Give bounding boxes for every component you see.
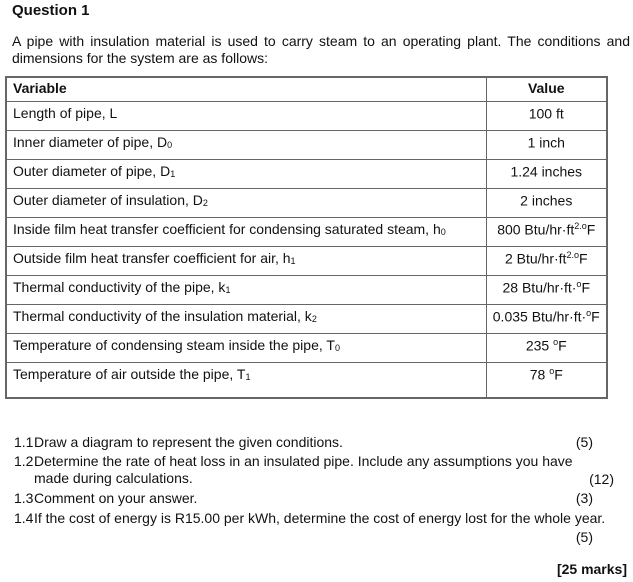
question-1-1: 1.1Draw a diagram to represent the given conditions. (5) [14,434,593,450]
table-row [6,159,607,188]
question-title: Question 1 [12,2,90,19]
question-1-4: 1.4If the cost of energy is R15.00 per kWh, determine the cost of energy lost for the whole year. (5) [14,510,606,545]
value-cell: 235 $^o$F [486,333,607,362]
value-cell: 78 $^o$F [486,362,607,398]
variable-cell: Outer diameter of insulation, $D_2$ [6,188,486,217]
total-marks: [25 marks] [556,561,627,577]
question-1-3: 1.3Comment on your answer. (3) [14,490,593,506]
variable-cell: Thermal conductivity of the insulation material, $k_2$ [6,304,486,333]
table-row [6,304,607,333]
table-row [6,217,607,246]
value-cell: 0.035 Btu/hr·ft·$^o$F [486,304,607,333]
header-variable: Variable [6,77,486,101]
value-cell: 1.24 inches [486,159,607,188]
table-row [6,188,607,217]
table-row [6,130,607,159]
value-cell: 2 Btu/$hr\cdot ft^{2.o}F$ [486,246,607,275]
question-1-2: 1.2Determine the rate of heat loss in an insulated pipe. Include any assumptions you have made during calculations. (12) [14,453,614,487]
value-cell: 2 inches [486,188,607,217]
variable-cell: Length of pipe, L [6,101,486,130]
variable-cell: Temperature of condensing steam inside the pipe, $T_0$ [6,333,486,362]
table-row [6,275,607,304]
value-cell: 100 ft [486,101,607,130]
value-cell: 800 Btu/$hr\cdot ft^{2.o}F$ [486,217,607,246]
variable-cell: Inner diameter of pipe, $D_0$ [6,130,486,159]
table-row [6,246,607,275]
table-row [6,333,607,362]
table-row [6,101,607,130]
variable-cell: Outer diameter of pipe, $D_1$ [6,159,486,188]
value-cell: 1 inch [486,130,607,159]
variable-cell: Temperature of air outside the pipe, $T_1$ [6,362,486,398]
variables-table [5,76,608,399]
header-value: Value [486,77,607,101]
variable-cell: Inside film heat transfer coefficient for condensing saturated steam, $h_0$ [6,217,486,246]
intro-text: A pipe with insulation material is used to carry steam to an operating plant. The conditions and dimensions for the system are as follows: [12,33,630,66]
variable-cell: Outside film heat transfer coefficient for air, $h_1$ [6,246,486,275]
variable-cell: Thermal conductivity of the pipe, $k_1$ [6,275,486,304]
table-row [6,362,607,398]
value-cell: 28 Btu/hr·ft·$^o$F [486,275,607,304]
